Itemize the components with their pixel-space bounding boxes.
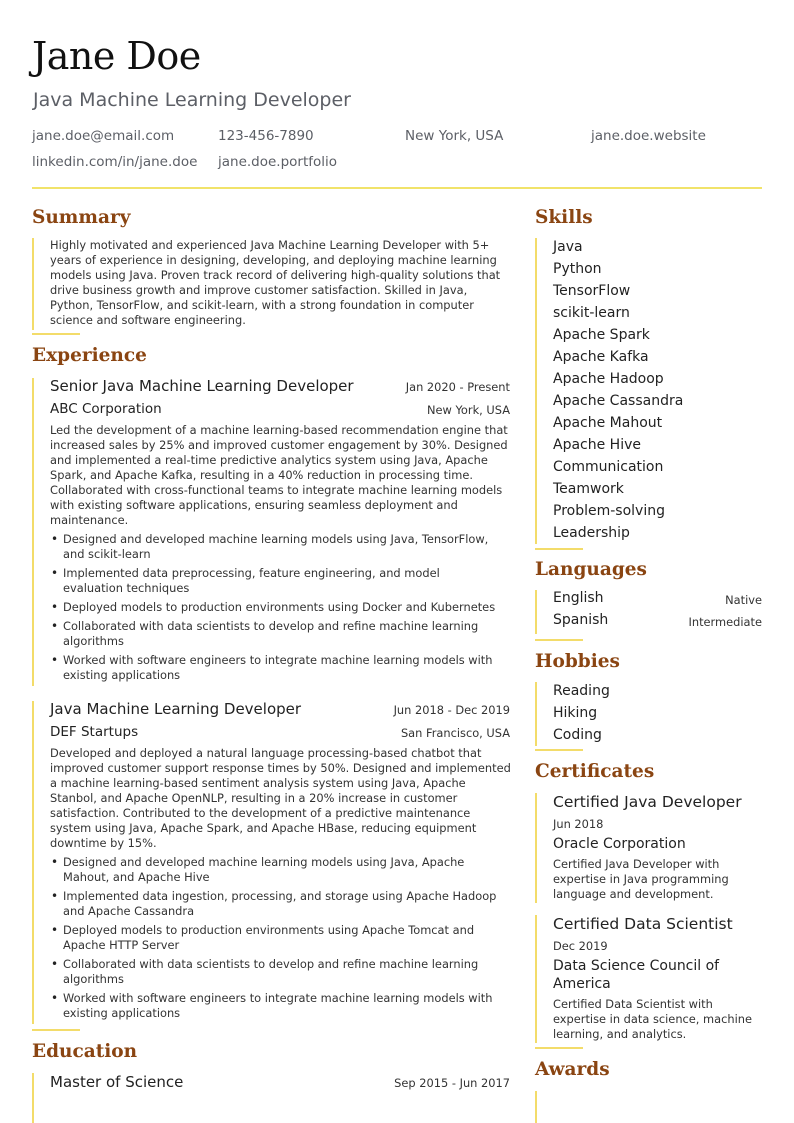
job-2-accent-bar — [32, 701, 34, 1024]
hobbies-underline — [535, 749, 583, 751]
hobbies-accent-bar — [535, 682, 537, 746]
cert-1-date: Jun 2018 — [553, 817, 604, 831]
list-item: Apache Hadoop — [553, 371, 664, 387]
skills-accent-bar — [535, 238, 537, 544]
languages-underline — [535, 639, 583, 641]
list-item: TensorFlow — [553, 283, 631, 299]
list-item: • Worked with software engineers to integrate machine learning models with existing applications — [50, 991, 500, 1021]
language-name: Spanish — [553, 612, 609, 628]
candidate-title: Java Machine Learning Developer — [33, 89, 351, 111]
list-item: Hiking — [553, 705, 598, 721]
language-level: Intermediate — [688, 615, 762, 629]
list-item: Teamwork — [553, 481, 624, 497]
job-1-description: Led the development of a machine learning-based recommendation engine that increased sales by 25% and improved customer engagement by 30%. Designed and implemented a real-time predictive analytics system using Java, Apache Spark, and Apache Kafka, resulting in a 40% reduction in processing time. Collaborated with cross-functional teams to integrate machine learning models with existing software applications, ensuring seamless deployment and maintenance. — [50, 423, 508, 527]
awards-heading: Awards — [535, 1059, 610, 1080]
skills-underline — [535, 548, 583, 550]
list-item: Communication — [553, 459, 664, 475]
cert-2-accent-bar — [535, 915, 537, 1043]
cert-1-description: Certified Java Developer with expertise in Java programming language and development. — [553, 857, 729, 901]
summary-accent-bar — [32, 238, 34, 330]
language-row — [553, 590, 762, 612]
language-row — [553, 612, 762, 634]
list-item: Problem-solving — [553, 503, 665, 519]
list-item: Apache Spark — [553, 327, 650, 343]
skills-heading: Skills — [535, 207, 593, 228]
job-1-title: Senior Java Machine Learning Developer — [50, 377, 354, 395]
list-item: • Worked with software engineers to integrate machine learning models with existing applications — [50, 653, 500, 683]
list-item: • Deployed models to production environments using Docker and Kubernetes — [50, 600, 500, 615]
education-date: Sep 2015 - Jun 2017 — [394, 1076, 510, 1090]
list-item: • Implemented data ingestion, processing, and storage using Apache Hadoop and Apache Cassandra — [50, 889, 500, 919]
education-degree: Master of Science — [50, 1073, 184, 1091]
experience-underline — [32, 1029, 80, 1031]
list-item: Java — [553, 239, 583, 255]
list-item: Python — [553, 261, 602, 277]
experience-heading: Experience — [32, 345, 147, 366]
languages-heading: Languages — [535, 559, 647, 580]
list-item: • Designed and developed machine learning models using Java, Apache Mahout, and Apache Hive — [50, 855, 500, 885]
contact-linkedin[interactable]: linkedin.com/in/jane.doe — [32, 154, 198, 170]
contact-website[interactable]: jane.doe.website — [591, 128, 706, 144]
list-item: Leadership — [553, 525, 630, 541]
contact-phone[interactable]: 123-456-7890 — [218, 128, 314, 144]
job-1-bullets — [50, 532, 500, 687]
job-2-location: San Francisco, USA — [400, 726, 510, 740]
candidate-name: Jane Doe — [32, 34, 201, 78]
certificates-heading: Certificates — [535, 761, 655, 782]
job-1-company: ABC Corporation — [50, 401, 162, 417]
list-item: Reading — [553, 683, 610, 699]
job-2-date: Jun 2018 - Dec 2019 — [393, 703, 510, 717]
cert-2-issuer: Data Science Council of America — [553, 958, 720, 992]
contact-location: New York, USA — [405, 128, 504, 144]
cert-2-date: Dec 2019 — [553, 939, 608, 953]
list-item: Coding — [553, 727, 602, 743]
contact-email[interactable]: jane.doe@email.com — [32, 128, 175, 144]
job-2-description: Developed and deployed a natural language processing-based chatbot that improved customer support response times by 50%. Designed and implemented a machine learning-based sentiment analysis system using Java, Apache Stanbol, and Apache OpenNLP, resulting in a 20% increase in customer satisfaction. Contributed to the development of a predictive maintenance system using Java, Apache Spark, and Apache HBase, reducing equipment downtime by 15%. — [50, 746, 511, 850]
cert-1-issuer: Oracle Corporation — [553, 836, 686, 852]
cert-2-name: Certified Data Scientist — [553, 915, 733, 933]
certificates-underline — [535, 1047, 583, 1049]
job-2-company: DEF Startups — [50, 724, 139, 740]
summary-text: Highly motivated and experienced Java Machine Learning Developer with 5+ years of experience in designing, developing, and deploying machine learning models using Java. Proven track record of delivering high-quality solutions that drive business growth and improve customer satisfaction. Skilled in Java, Python, TensorFlow, and scikit-learn, with a strong foundation in computer science and software engineering. — [50, 238, 501, 327]
summary-heading: Summary — [32, 207, 131, 228]
list-item: • Collaborated with data scientists to develop and refine machine learning algorithms — [50, 957, 500, 987]
language-level: Native — [725, 593, 762, 607]
header-divider — [32, 187, 762, 189]
list-item: • Collaborated with data scientists to develop and refine machine learning algorithms — [50, 619, 500, 649]
cert-2-description: Certified Data Scientist with expertise in data science, machine learning, and analytics. — [553, 997, 752, 1041]
hobbies-heading: Hobbies — [535, 651, 620, 672]
list-item: Apache Hive — [553, 437, 641, 453]
list-item: • Implemented data preprocessing, feature engineering, and model evaluation techniques — [50, 566, 500, 596]
hobbies-list — [553, 680, 610, 746]
contact-portfolio[interactable]: jane.doe.portfolio — [218, 154, 338, 170]
list-item: Apache Cassandra — [553, 393, 684, 409]
job-1-location: New York, USA — [427, 403, 510, 417]
list-item: scikit-learn — [553, 305, 630, 321]
summary-underline — [32, 333, 80, 335]
languages-accent-bar — [535, 590, 537, 634]
list-item: Apache Kafka — [553, 349, 649, 365]
awards-accent-bar — [535, 1091, 537, 1123]
job-2-title: Java Machine Learning Developer — [50, 700, 302, 718]
list-item: • Deployed models to production environments using Apache Tomcat and Apache HTTP Server — [50, 923, 500, 953]
job-1-accent-bar — [32, 378, 34, 686]
skills-list — [553, 236, 683, 544]
cert-1-name: Certified Java Developer — [553, 793, 742, 811]
list-item: • Designed and developed machine learning models using Java, TensorFlow, and scikit-learn — [50, 532, 500, 562]
cert-1-accent-bar — [535, 793, 537, 903]
job-1-date: Jan 2020 - Present — [405, 380, 510, 394]
education-accent-bar — [32, 1073, 34, 1123]
language-name: English — [553, 590, 604, 606]
list-item: Apache Mahout — [553, 415, 663, 431]
education-heading: Education — [32, 1041, 138, 1062]
job-2-bullets — [50, 855, 500, 1025]
